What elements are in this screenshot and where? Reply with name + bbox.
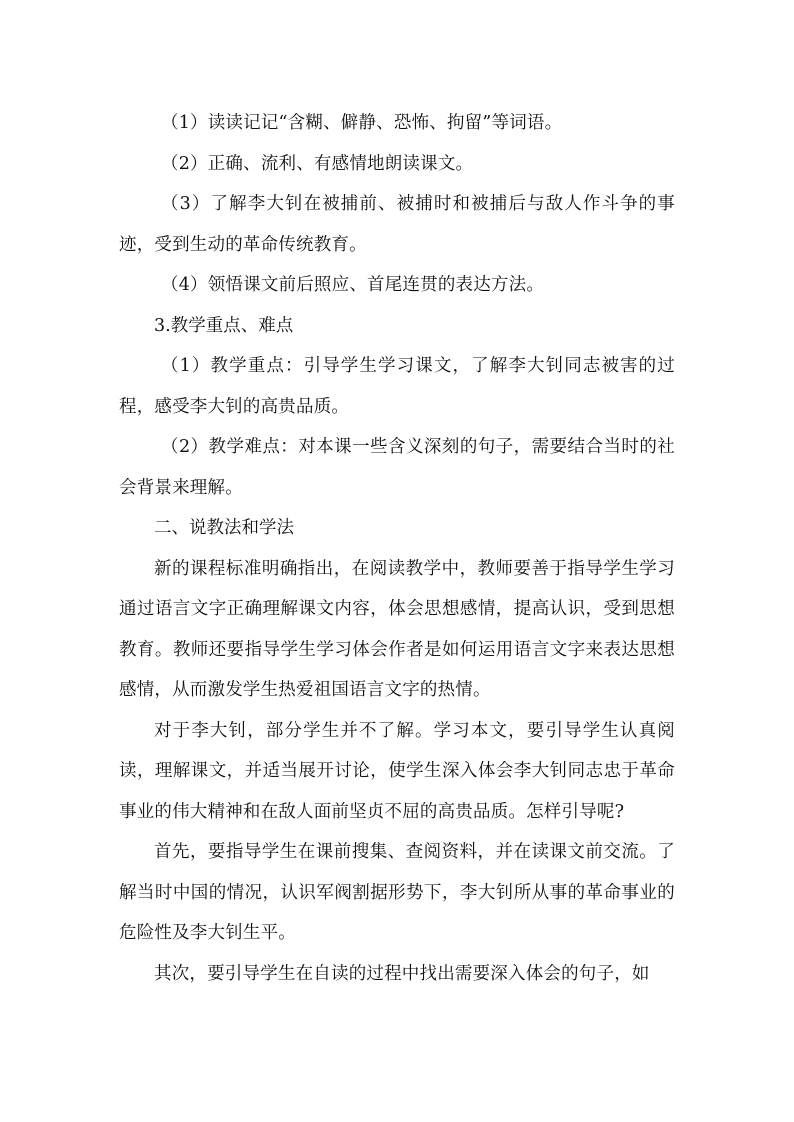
body-paragraph-4: 其次，要引导学生在自读的过程中找出需要深入体会的句子，如 <box>154 963 650 984</box>
document-body <box>119 103 675 994</box>
section-heading-key-points: 3.教学重点、难点 <box>154 315 294 336</box>
key-point-2: （2）教学难点：对本课一些含义深刻的句子，需要结合当时的社会背景来理解。 <box>119 437 675 498</box>
objective-2: （2）正确、流利、有感情地朗读课文。 <box>161 153 474 174</box>
body-paragraph-3: 首先，要指导学生在课前搜集、查阅资料，并在读课文前交流。了解当时中国的情况，认识军阀割据形势下，李大钊所从事的革命事业的危险性及李大钊生平。 <box>119 842 675 943</box>
objective-3: （3）了解李大钊在被捕前、被捕时和被捕后与敌人作斗争的事迹，受到生动的革命传统教育。 <box>119 194 675 255</box>
key-point-1: （1）教学重点：引导学生学习课文，了解李大钊同志被害的过程，感受李大钊的高贵品质。 <box>119 356 675 417</box>
body-paragraph-2: 对于李大钊，部分学生并不了解。学习本文，要引导学生认真阅读，理解课文，并适当展开讨论，使学生深入体会李大钊同志忠于革命事业的伟大精神和在敌人面前坚贞不屈的高贵品质。怎样引导呢? <box>119 720 675 822</box>
body-paragraph-1: 新的课程标准明确指出，在阅读教学中，教师要善于指导学生学习通过语言文字正确理解课文内容，体会思想感情，提高认识，受到思想教育。教师还要指导学生学习体会作者是如何运用语言文字来表达思想感情，从而激发学生热爱祖国语言文字的热情。 <box>119 558 675 700</box>
part-heading-methods: 二、说教法和学法 <box>154 518 294 538</box>
objective-4: （4）领悟课文前后照应、首尾连贯的表达方法。 <box>161 275 545 295</box>
objective-1: （1）读读记记“含糊、僻静、恐怖、拘留”等词语。 <box>161 113 563 133</box>
